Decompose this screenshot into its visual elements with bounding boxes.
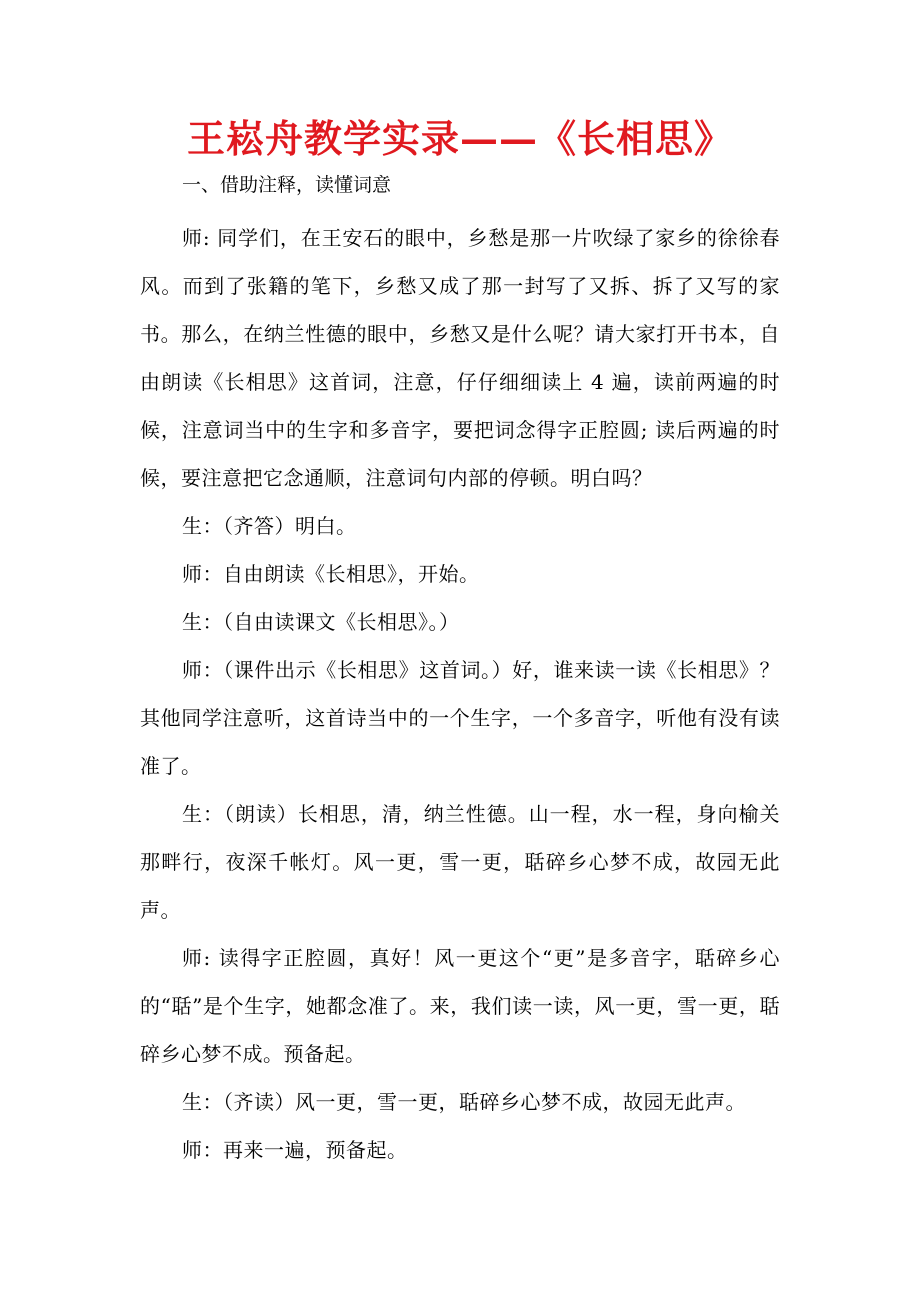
section-heading: 一、借助注释，读懂词意 [182,174,392,196]
paragraph-teacher-invite: 师：（课件出示《长相思》这首词。）好，谁来读一读《长相思》？其他同学注意听，这首诗当中的一个生字，一个多音字，听他有没有读准了。 [140,658,780,778]
paragraph-student-recite: 生：（朗读）长相思，清，纳兰性德。山一程，水一程，身向榆关那畔行，夜深千帐灯。风一更，雪一更，聒碎乡心梦不成，故园无此声。 [140,802,780,922]
paragraph-student-reading: 生：（自由读课文《长相思》。） [182,610,460,634]
paragraph-teacher-intro: 师: 同学们，在王安石的眼中，乡愁是那一片吹绿了家乡的徐徐春风。而到了张籍的笔下，乡愁又成了那一封写了又拆、拆了又写的家书。那么，在纳兰性德的眼中，乡愁又是什么呢？请大家打开书本，自由朗读《长相思》这首词，注意，仔仔细细读上 4 遍，读前两遍的时候，注意词当中的生字和多音字，要把词念得字正腔圆; 读后两遍的时候，要注意把它念通顺，注意词句内部的停顿。明白吗？ [140,226,780,490]
document-body [140,166,780,1174]
paragraph-teacher-start: 师：自由朗读《长相思》，开始。 [182,562,480,586]
paragraph-teacher-praise: 师: 读得字正腔圆，真好！风一更这个“更”是多音字，聒碎乡心的“聒”是个生字，她都念准了。来，我们读一读，风一更，雪一更，聒碎乡心梦不成。预备起。 [140,946,780,1066]
paragraph-student-chorus: 生：（齐读）风一更，雪一更，聒碎乡心梦不成，故园无此声。 [182,1090,746,1114]
paragraph-teacher-again: 师：再来一遍，预备起。 [182,1138,408,1162]
document-title: 王崧舟教学实录——《长相思》 [186,116,733,161]
paragraph-student-answer: 生：（齐答）明白。 [182,514,357,538]
